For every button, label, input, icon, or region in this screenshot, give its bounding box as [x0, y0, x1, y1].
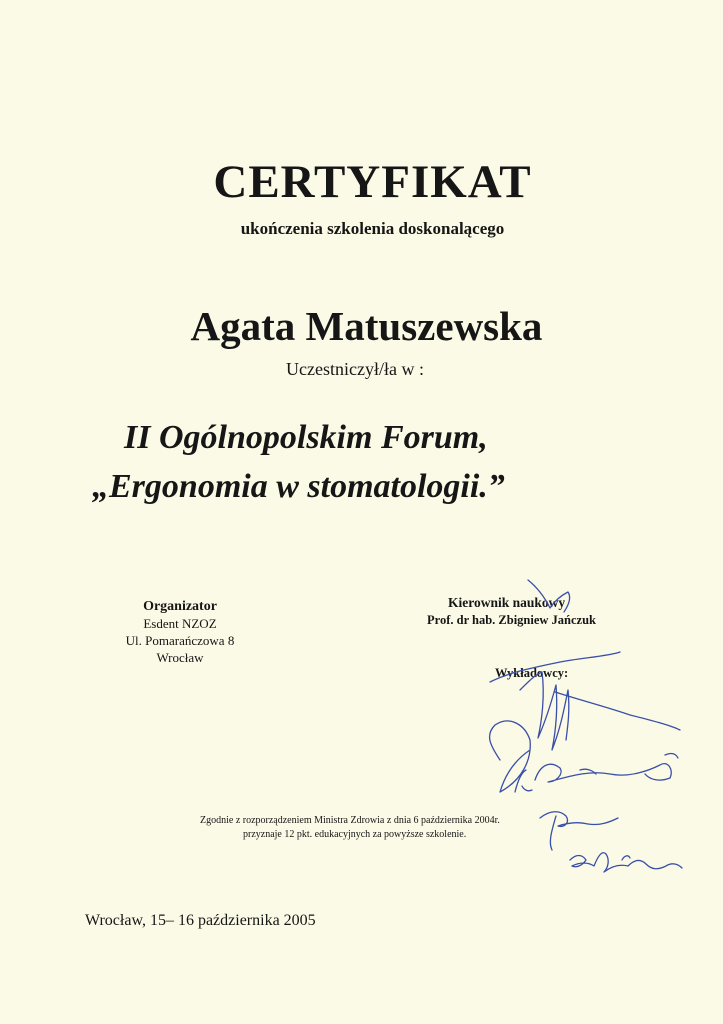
- participant-name: Agata Matuszewska: [190, 303, 543, 349]
- organizer-street: Ul. Pomarańczowa 8: [125, 633, 235, 648]
- organizer-heading: Organizator: [143, 599, 217, 614]
- organizer-city: Wrocław: [156, 650, 204, 665]
- participated-label: Uczestniczył/ła w :: [286, 359, 424, 379]
- organizer-block: [80, 598, 280, 666]
- accreditation-note-line1: Zgodnie z rozporządzeniem Ministra Zdrowia z dnia 6 października 2004r.: [200, 815, 500, 826]
- event-name-line2: „Ergonomia w stomatologii.”: [92, 468, 505, 505]
- organizer-name: Esdent NZOZ: [143, 616, 217, 631]
- scientific-director-name: Prof. dr hab. Zbigniew Jańczuk: [427, 613, 597, 627]
- event-name-line1: II Ogólnopolskim Forum,: [124, 419, 488, 456]
- certificate-title: CERTYFIKAT: [213, 156, 532, 208]
- accreditation-note-line2: przyznaje 12 pkt. edukacyjnych za powyższe szkolenie.: [243, 829, 467, 840]
- certificate-subtitle: ukończenia szkolenia doskonalącego: [240, 219, 505, 238]
- lecturers-heading: Wykładowcy:: [495, 666, 569, 680]
- scientific-director-heading: Kierownik naukowy: [448, 595, 566, 610]
- handwritten-signatures: [460, 560, 723, 900]
- place-and-date: Wrocław, 15– 16 października 2005: [85, 912, 316, 929]
